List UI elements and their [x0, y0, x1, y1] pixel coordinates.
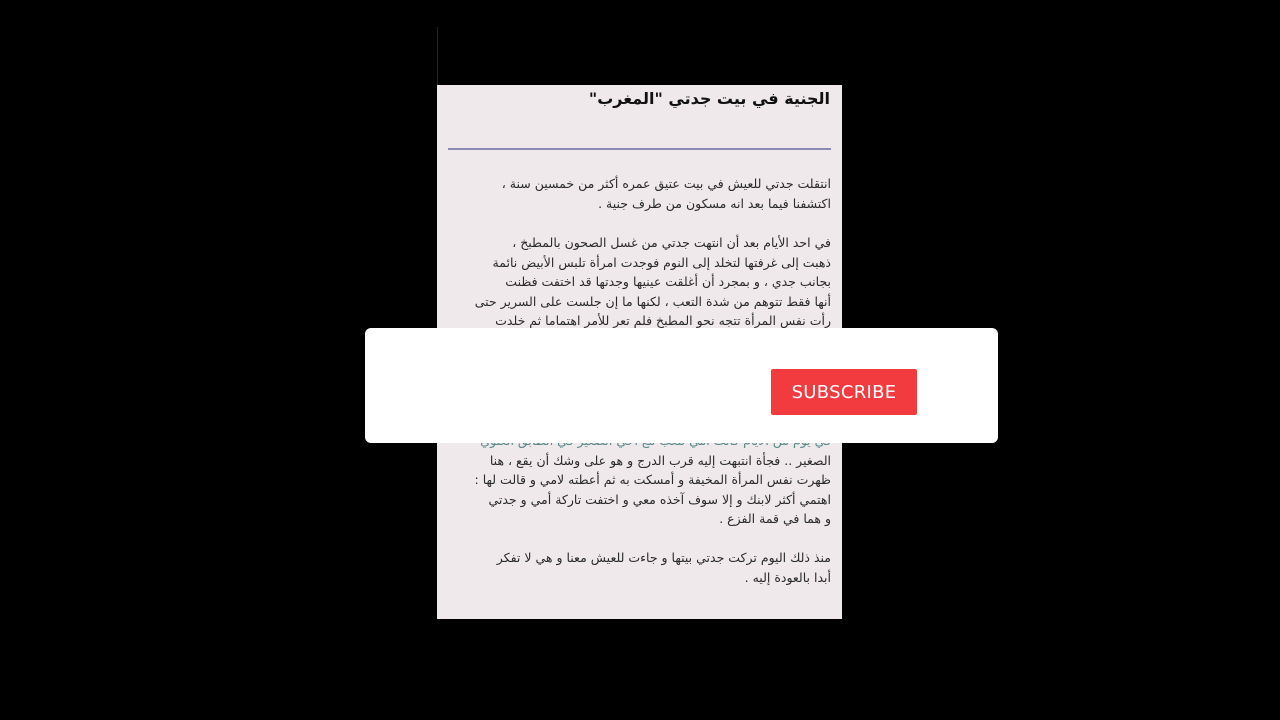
- frame-edge-line: [437, 27, 438, 85]
- paragraph-line: أبدا بالعودة إليه .: [744, 569, 831, 585]
- paragraph-1: [447, 174, 831, 213]
- paragraph-line: و هما في قمة الفزع .: [719, 511, 831, 526]
- paragraph-2: [447, 233, 831, 329]
- subscribe-banner: [365, 328, 998, 443]
- paragraph-line: في احد الأيام بعد أن انتهت جدتي من غسل الصحون بالمطبخ ،: [512, 235, 831, 250]
- paragraph-line: انتقلت جدتي للعيش في بيت عتيق عمره أكثر من خمسين سنة ،: [501, 176, 831, 191]
- paragraph-line: أنها فقط تتوهم من شدة التعب ، لكنها ما إن جلست على السرير حتى: [474, 293, 831, 309]
- paragraph-line: اهتمي أكثر لابنك و إلا سوف آخذه معي و اختفت تاركة أمي و جدتي: [488, 491, 831, 507]
- article-title: الجنية في بيت جدتي "المغرب": [588, 89, 830, 108]
- paragraph-line: رأت نفس المرأة تتجه نحو المطبخ فلم تعر للأمر اهتماما ثم خلدت: [495, 313, 831, 328]
- paragraph-line: ذهبت إلى غرفتها لتخلد إلى النوم فوجدت امرأة تلبس الأبيض نائمة: [492, 254, 831, 270]
- paragraph-3: [447, 431, 831, 527]
- paragraph-line: بجانب جدي ، و بمجرد أن أغلقت عينيها وجدتها قد اختفت فظنت: [505, 274, 831, 289]
- paragraph-line: اكتشفنا فيما بعد انه مسكون من طرف جنية .: [598, 195, 831, 211]
- paragraph-line: منذ ذلك اليوم تركت جدتي بيتها و جاءت للعيش معنا و هي لا تفكر: [496, 550, 831, 565]
- paragraph-line: ظهرت نفس المرأة المخيفة و أمسكت به ثم أعطته لامي و قالت لها :: [474, 472, 831, 487]
- subscribe-button[interactable]: SUBSCRIBE: [771, 369, 917, 415]
- title-divider: [448, 148, 831, 150]
- paragraph-line: الصغير .. فجأة انتبهت إليه قرب الدرج و هو على وشك أن يقع ، هنا: [489, 452, 831, 468]
- paragraph-4: [447, 548, 831, 587]
